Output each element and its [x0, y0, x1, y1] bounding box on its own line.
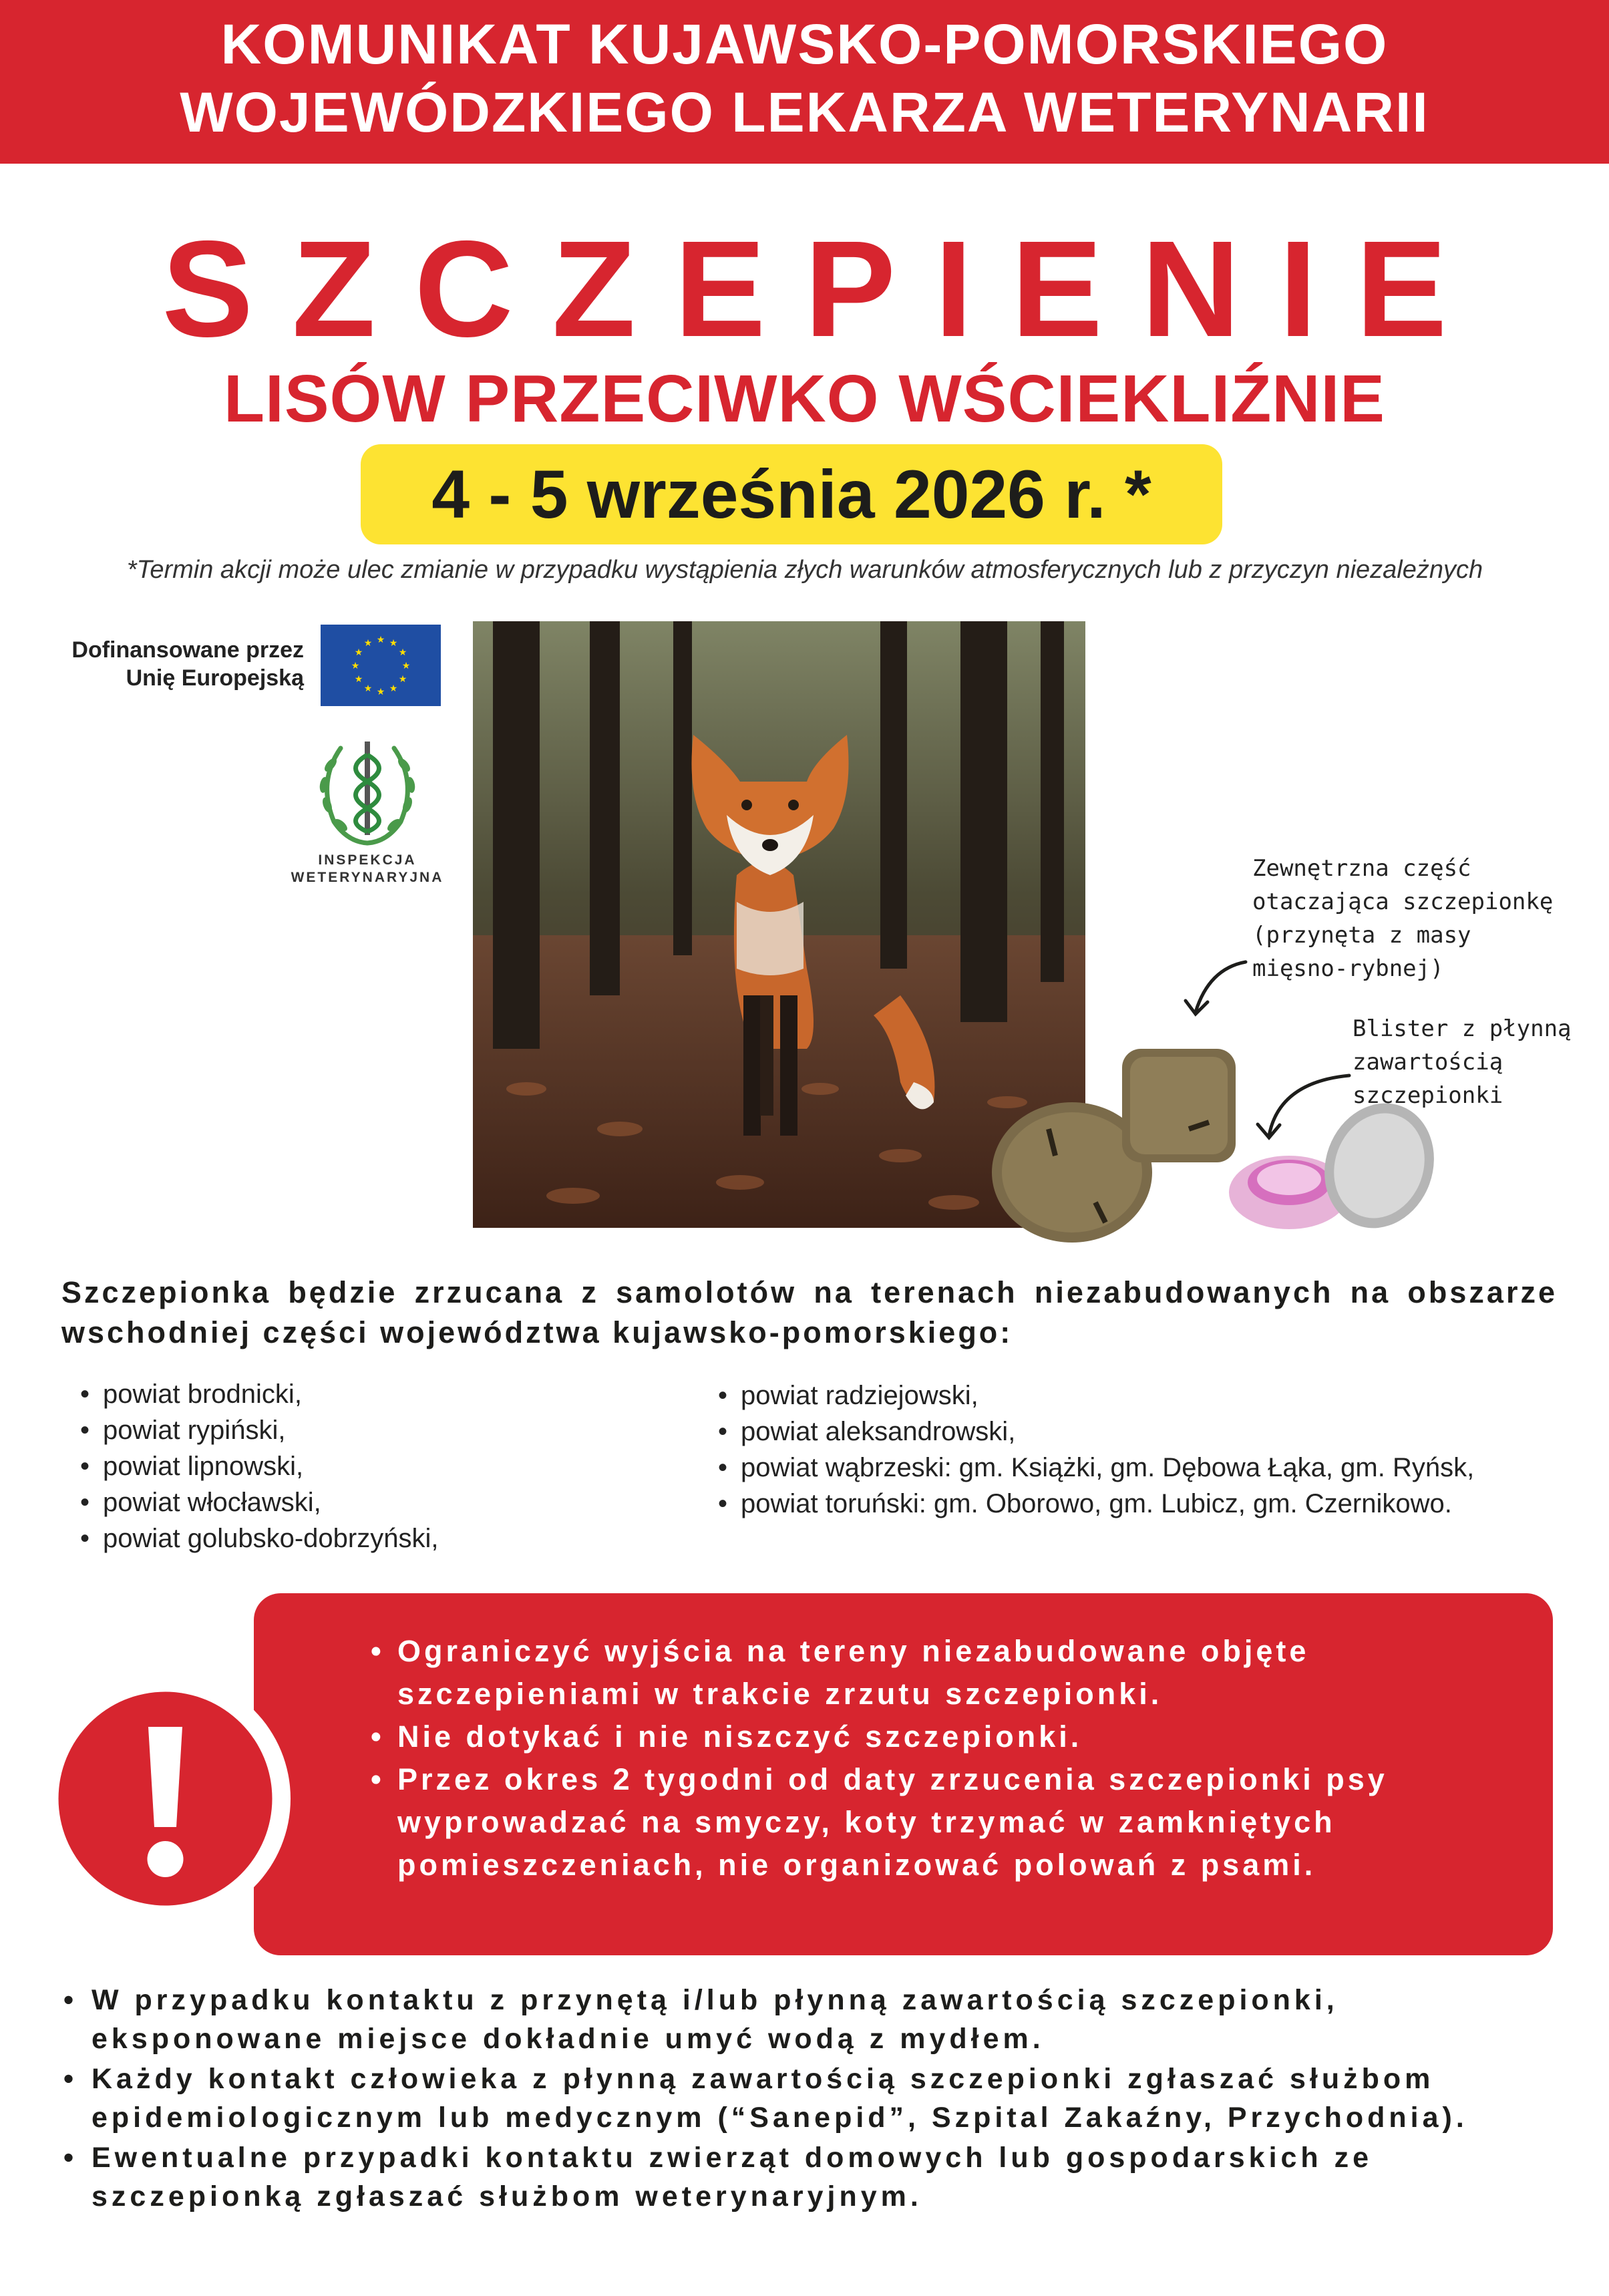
svg-text:★: ★ [376, 687, 385, 697]
district-item: • powiat wąbrzeski: gm. Książki, gm. Dębowa Łąka, gm. Ryńsk, [718, 1450, 1586, 1486]
inspection-line-1: INSPEKCJA [318, 852, 417, 868]
eu-funding-line-1: Dofinansowane przez [71, 637, 304, 663]
svg-text:★: ★ [389, 638, 398, 649]
warning-item: • Nie dotykać i nie niszczyć szczepionki. [371, 1715, 1519, 1758]
district-item: • powiat lipnowski, [80, 1448, 681, 1484]
instruction-item: • W przypadku kontaktu z przynętą i/lub płynną zawartością szczepionki, eksponowane miejsce dokładnie umyć wodą z mydłem. [63, 1981, 1553, 2058]
eu-funding-text [40, 636, 304, 692]
bait-outer-note-line-4: mięsno-rybnej) [1252, 955, 1444, 982]
svg-text:★: ★ [351, 661, 360, 671]
instruction-item: • Ewentualne przypadki kontaktu zwierząt domowych lub gospodarskich ze szczepionką zgłaszać służbom weterynaryjnym. [63, 2138, 1553, 2216]
blister-note-line-3: szczepionki [1353, 1082, 1503, 1109]
exclamation-icon [47, 1680, 284, 1917]
svg-text:★: ★ [354, 647, 363, 658]
page-title: SZCZEPIENIE [162, 212, 1486, 365]
page-subtitle: LISÓW PRZECIWKO WŚCIEKLIŹNIE [223, 361, 1386, 436]
svg-text:★: ★ [389, 683, 398, 694]
district-item: • powiat włocławski, [80, 1484, 681, 1520]
area-intro: Szczepionka będzie zrzucana z samolotów na terenach niezabudowanych na obszarze wschodniej części województwa kujawsko-pomorskiego: [61, 1275, 1558, 1349]
blister-note-line-1: Blister z płynną [1353, 1015, 1572, 1042]
caduceus-laurel-icon [304, 728, 431, 855]
warning-item: • Przez okres 2 tygodni od daty zrzucenia szczepionki psy wyprowadzać na smyczy, koty trzymać w zamkniętych pomieszczeniach, nie organizować polowań z psami. [371, 1758, 1519, 1887]
instructions-list [63, 1981, 1553, 2217]
district-item: • powiat brodnicki, [80, 1376, 681, 1412]
header-line-2: WOJEWÓDZKIEGO LEKARZA WETERYNARII [180, 81, 1429, 144]
header-line-1: KOMUNIKAT KUJAWSKO-POMORSKIEGO [220, 13, 1389, 75]
bait-outer-note-line-1: Zewnętrzna część [1252, 855, 1471, 882]
warning-item: • Ograniczyć wyjścia na tereny niezabudowane objęte szczepieniami w trakcie zrzutu szczepionki. [371, 1630, 1519, 1715]
district-item: • powiat radziejowski, [718, 1377, 1586, 1414]
svg-text:★: ★ [363, 683, 373, 694]
svg-text:★: ★ [401, 661, 411, 671]
svg-text:★: ★ [376, 635, 385, 645]
date-footnote: *Termin akcji może ulec zmianie w przypadku wystąpienia złych warunków atmosferycznych lub z przyczyn niezależnych [126, 556, 1483, 584]
bait-outer-note [1252, 852, 1600, 985]
svg-text:★: ★ [363, 638, 373, 649]
blister-note [1353, 1012, 1606, 1112]
svg-text:★: ★ [398, 674, 407, 685]
districts-right-list [718, 1377, 1586, 1522]
district-item: • powiat aleksandrowski, [718, 1414, 1586, 1450]
district-item: • powiat rypiński, [80, 1412, 681, 1448]
inspection-line-2: WETERYNARYJNA [291, 870, 444, 885]
districts-left-list [80, 1376, 681, 1556]
svg-text:★: ★ [398, 647, 407, 658]
svg-text:★: ★ [354, 674, 363, 685]
eu-flag-icon [321, 625, 441, 706]
district-item: • powiat toruński: gm. Oborowo, gm. Lubicz, gm. Czernikowo. [718, 1486, 1586, 1522]
date-highlight: 4 - 5 września 2026 r. * [361, 444, 1222, 544]
warning-list [371, 1630, 1519, 1887]
blister-note-line-2: zawartością [1353, 1049, 1503, 1076]
bait-outer-note-line-3: (przynęta z masy [1252, 922, 1471, 949]
inspection-name [281, 852, 454, 886]
instruction-item: • Każdy kontakt człowieka z płynną zawartością szczepionki zgłaszać służbom epidemiologicznym lub medycznym (“Sanepid”, Szpital Zakaźny, Przychodnia). [63, 2060, 1553, 2137]
bait-outer-note-line-2: otaczająca szczepionkę [1252, 888, 1554, 915]
eu-funding-line-2: Unię Europejską [126, 665, 304, 691]
district-item: • powiat golubsko-dobrzyński, [80, 1520, 681, 1556]
